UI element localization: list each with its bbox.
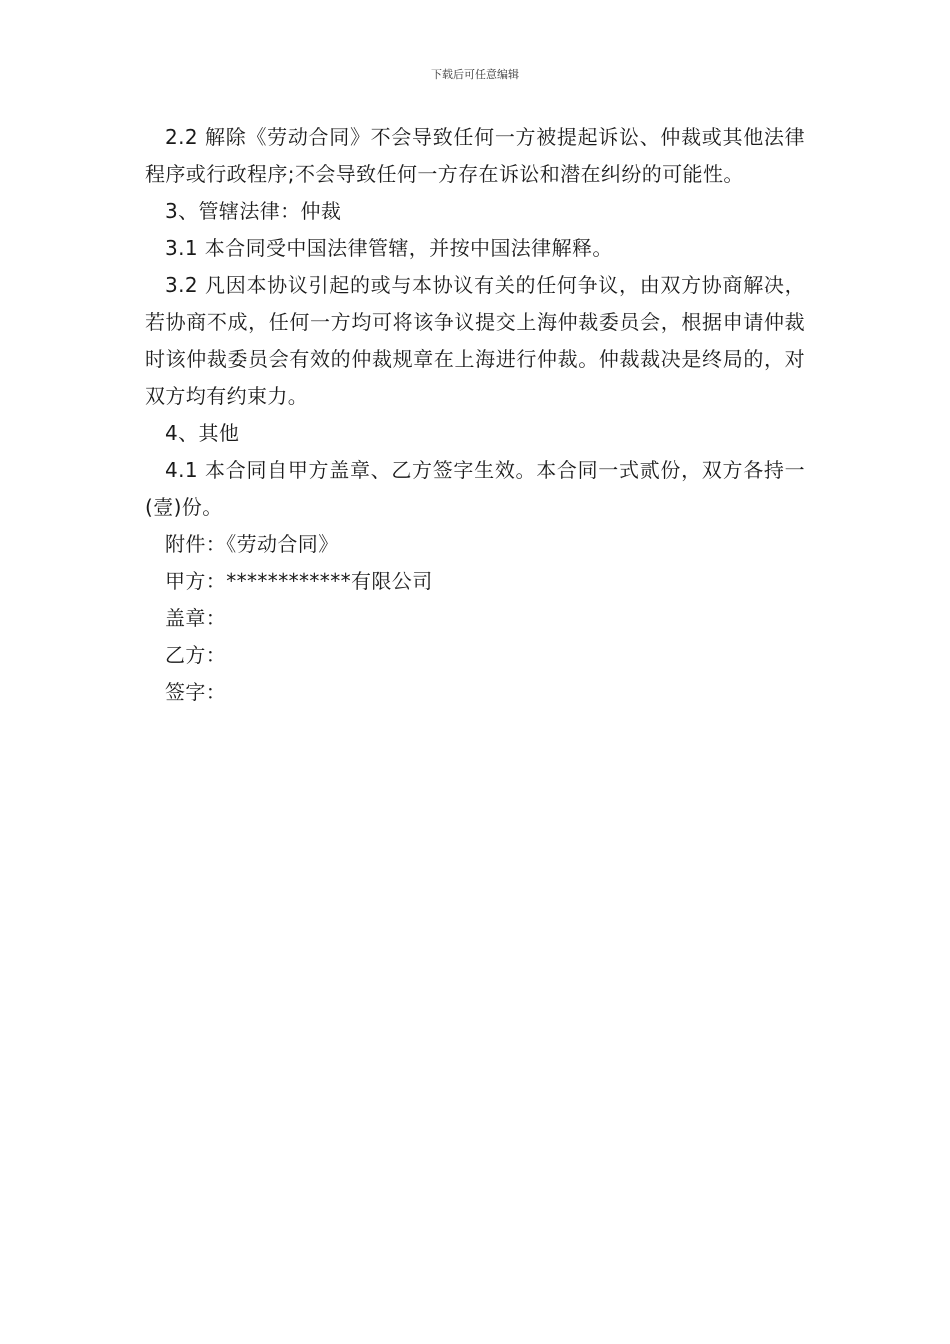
document-body bbox=[145, 119, 805, 711]
attachment-line: 附件：《劳动合同》 bbox=[165, 532, 339, 556]
section-4-heading: 4、其他 bbox=[165, 421, 240, 445]
signature-line: 签字： bbox=[165, 680, 227, 704]
section-3-heading: 3、管辖法律：仲裁 bbox=[165, 199, 342, 223]
seal-line: 盖章： bbox=[165, 606, 227, 630]
clause-3-1: 3.1 本合同受中国法律管辖，并按中国法律解释。 bbox=[165, 236, 613, 260]
clause-3-2: 3.2 凡因本协议引起的或与本协议有关的任何争议，由双方协商解决，若协商不成，任何一方均可将该争议提交上海仲裁委员会，根据申请仲裁时该仲裁委员会有效的仲裁规章在上海进行仲裁。仲裁裁决是终局的，对双方均有约束力。 bbox=[145, 273, 805, 408]
clause-4-1: 4.1 本合同自甲方盖章、乙方签字生效。本合同一式贰份，双方各持一(壹)份。 bbox=[145, 458, 805, 519]
party-b-line: 乙方： bbox=[165, 643, 227, 667]
clause-2-2: 2.2 解除《劳动合同》不会导致任何一方被提起诉讼、仲裁或其他法律程序或行政程序;不会导致任何一方存在诉讼和潜在纠纷的可能性。 bbox=[145, 125, 805, 186]
page-header: 下载后可任意编辑 bbox=[431, 68, 519, 81]
party-a-line: 甲方：************有限公司 bbox=[165, 569, 433, 593]
